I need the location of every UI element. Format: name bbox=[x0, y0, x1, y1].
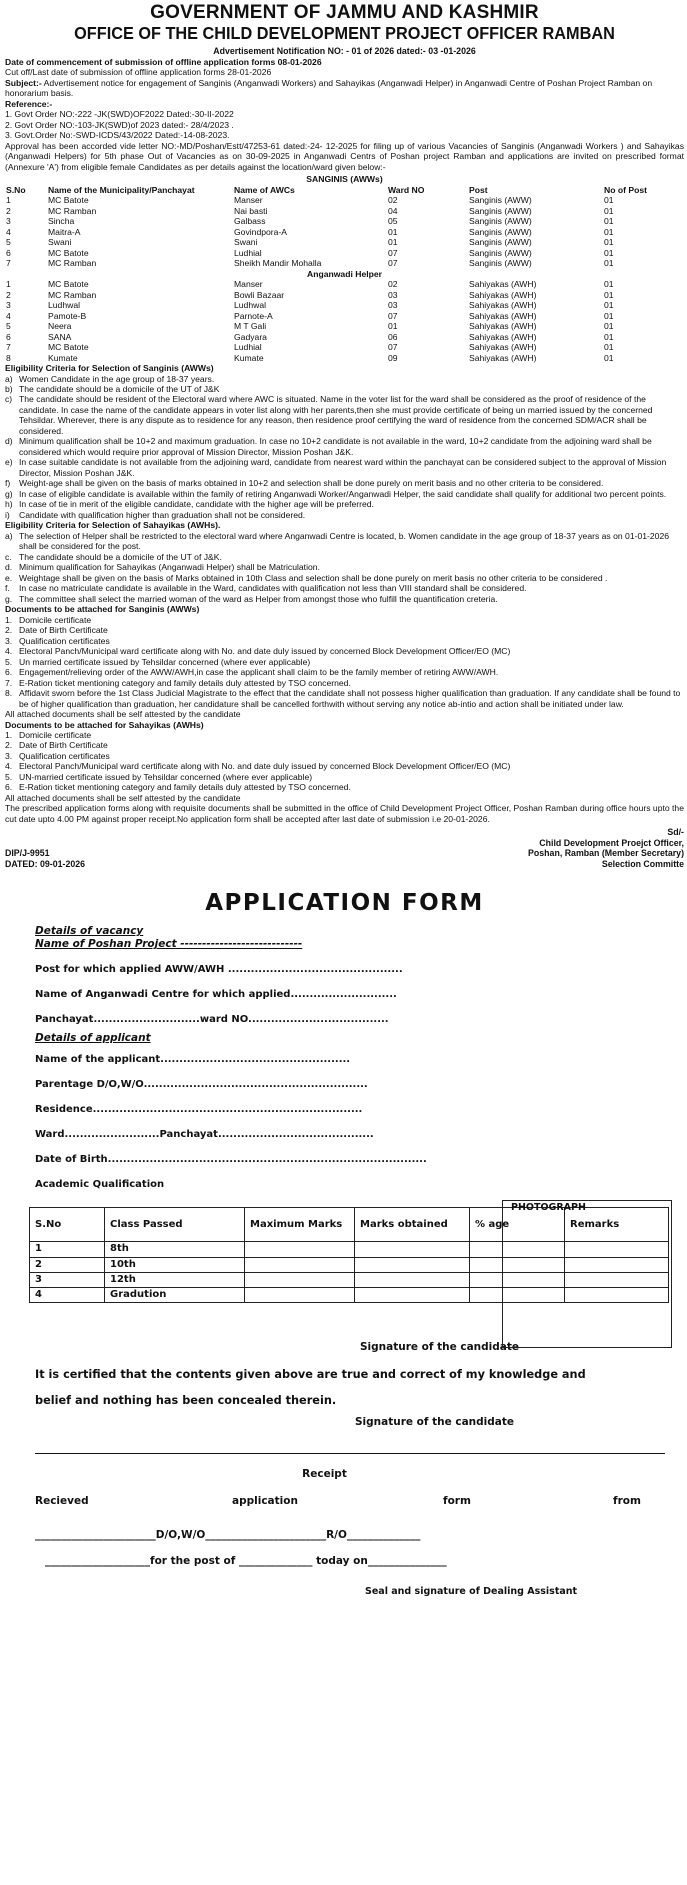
subject bbox=[5, 78, 684, 99]
cell-awc: Sheikh Mandir Mohalla bbox=[234, 258, 322, 269]
list-item bbox=[5, 374, 684, 384]
list-item-marker: 3. bbox=[5, 750, 13, 761]
cell-awc: Manser bbox=[234, 279, 263, 290]
aww-table-row bbox=[5, 237, 684, 248]
header-sno: S.No bbox=[6, 184, 26, 195]
list-item-text: The committee shall select the married woman of the ward as Helper from amongst those who fulfill the quantification creteria. bbox=[19, 593, 498, 604]
cell-municipality: Kumate bbox=[48, 352, 78, 363]
acad-max-marks[interactable] bbox=[245, 1272, 355, 1287]
cell-count: 01 bbox=[604, 216, 614, 227]
reference-2: 2. Govt Order NO:-103-JK(SWD)of 2023 dated:- 28/4/2023 . bbox=[5, 119, 234, 130]
cell-post: Sanginis (AWW) bbox=[469, 205, 532, 216]
cell-sno: 5 bbox=[6, 237, 11, 248]
cell-sno: 5 bbox=[6, 321, 11, 332]
list-item bbox=[5, 562, 684, 572]
list-item-text: In case of tie in merit of the eligible candidate, candidate with the higher age will be preferred. bbox=[19, 499, 374, 510]
cell-municipality: Sincha bbox=[48, 216, 75, 227]
signature-block bbox=[5, 838, 684, 870]
list-item bbox=[5, 688, 684, 709]
list-item bbox=[5, 657, 684, 667]
cell-municipality: Swani bbox=[48, 237, 72, 248]
list-item bbox=[5, 384, 684, 394]
cell-ward: 07 bbox=[388, 247, 398, 258]
acad-sno: 3 bbox=[30, 1272, 105, 1287]
signature-sd: Sd/- bbox=[667, 827, 684, 838]
cell-awc: Swani bbox=[234, 237, 258, 248]
header-post: Post bbox=[469, 184, 488, 195]
list-item-marker: f. bbox=[5, 583, 10, 594]
list-item-text: The candidate should be resident of the Electoral ward where AWC is situated. Name in the voter list for the ward shall be considered as the proof of residence of the candidate. In case the name of the candidate appears in voter list along with her parents,then she must provide certificate of being un married issued by the concerned Tehsildar. Wherever, there is any dispute as to residence for any reason, then residence proof certifying the ward of residence from the concerned SDM/ACR shall be considered. bbox=[19, 394, 653, 436]
list-item bbox=[5, 489, 684, 499]
certification-line-1: It is certified that the contents given above are true and correct of my knowledge and bbox=[35, 1367, 586, 1381]
cell-count: 01 bbox=[604, 352, 614, 363]
cell-count: 01 bbox=[604, 258, 614, 269]
advertisement-number: Advertisement Notification NO: - 01 of 2026 dated:- 03 -01-2026 bbox=[213, 46, 476, 56]
list-item bbox=[5, 740, 684, 750]
reference-1: 1. Govt Order NO:-222 -JK(SWD)OF2022 Dated:-30-II-2022 bbox=[5, 109, 234, 120]
list-item-marker: e. bbox=[5, 572, 13, 583]
aww-table-row bbox=[5, 216, 684, 227]
list-item-marker: i) bbox=[5, 509, 10, 520]
receipt-application: application bbox=[232, 1494, 298, 1507]
aww-documents-footer: All attached documents shall be self attested by the candidate bbox=[5, 709, 241, 720]
list-item-text: Qualification certificates bbox=[19, 635, 110, 646]
list-item bbox=[5, 761, 684, 771]
list-item-marker: 7. bbox=[5, 677, 13, 688]
cell-ward: 01 bbox=[388, 321, 398, 332]
awh-documents-title: Documents to be attached for Sahayikas (AWHs) bbox=[5, 719, 204, 730]
signatory-title: Child Development Proejct Officer, bbox=[539, 837, 684, 848]
list-item-text: In case suitable candidate is not available from the adjoining ward, candidate from nearest ward within the panchayat can be considered subject to the approval of Mission Director, Mission Poshan J&K. bbox=[19, 457, 667, 478]
cell-municipality: Ludhwal bbox=[48, 300, 81, 311]
cell-post: Sahiyakas (AWH) bbox=[469, 279, 537, 290]
header-municipality: Name of the Municipality/Panchayat bbox=[48, 184, 195, 195]
list-item-marker: d) bbox=[5, 436, 13, 447]
academic-qualification-label: Academic Qualification bbox=[35, 1179, 165, 1191]
list-item-marker: 2. bbox=[5, 740, 13, 751]
subject-text: Advertisement notice for engagement of Sanginis (Anganwadi Workers) and Sahayikas (Anganwadi Helper) in Anganwadi Centre of Poshan Project Ramban on honorarium basis. bbox=[5, 77, 653, 99]
list-item-text: Date of Birth Certificate bbox=[19, 740, 108, 751]
candidate-signature-2: Signature of the candidate bbox=[354, 1415, 515, 1428]
cell-awc: Kumate bbox=[234, 352, 264, 363]
cell-awc: Bowli Bazaar bbox=[234, 289, 285, 300]
header-ward: Ward NO bbox=[388, 184, 425, 195]
cell-sno: 6 bbox=[6, 331, 11, 342]
dealing-assistant-signature: Seal and signature of Dealing Assistant bbox=[365, 1586, 578, 1598]
cell-sno: 3 bbox=[6, 300, 11, 311]
list-item-text: Women Candidate in the age group of 18-37 years. bbox=[19, 373, 215, 384]
residence-field[interactable]: Residence....................................................................... bbox=[35, 1104, 363, 1116]
awh-table-row bbox=[5, 300, 684, 311]
list-item-text: Minimum qualification shall be 10+2 and maximum graduation. In case no 10+2 candidate is not available in the ward, 10+2 candidate from the adjoining ward shall be considered which would require prior approval of Mission Director, Mission Poshan J&K. bbox=[19, 436, 652, 457]
awh-table-row bbox=[5, 290, 684, 301]
dip-date: DATED: 09-01-2026 bbox=[5, 858, 86, 869]
anganwadi-centre-field[interactable]: Name of Anganwadi Centre for which applied............................ bbox=[35, 989, 397, 1001]
list-item-text: The candidate should be a domicile of the UT of J&K bbox=[19, 384, 220, 394]
list-item bbox=[5, 583, 684, 593]
list-item-marker: h) bbox=[5, 499, 13, 510]
cell-sno: 7 bbox=[6, 342, 11, 353]
header-no-of-post: No of Post bbox=[604, 184, 647, 195]
list-item-marker: g. bbox=[5, 593, 13, 604]
cell-post: Sahiyakas (AWH) bbox=[469, 300, 537, 311]
acad-class: 12th bbox=[105, 1272, 245, 1287]
aww-table-row bbox=[5, 206, 684, 217]
list-item-marker: c. bbox=[5, 551, 12, 562]
list-item bbox=[5, 499, 684, 509]
awh-table-row bbox=[5, 353, 684, 364]
list-item-text: Electoral Panch/Municipal ward certificate along with No. and date duly issued by concerned Block Development Officer/EO (MC) bbox=[19, 761, 511, 772]
reference-label: Reference:- bbox=[5, 98, 53, 109]
awh-table-row bbox=[5, 311, 684, 322]
poshan-project-field[interactable]: Name of Poshan Project ---------------------------- bbox=[35, 938, 303, 951]
list-item-text: In case no matriculate candidate is available in the Ward, candidates with qualification not less than VIII standard shall be considered. bbox=[19, 583, 527, 594]
aww-table-row bbox=[5, 258, 684, 269]
details-of-applicant-label: Details of applicant bbox=[35, 1032, 151, 1045]
cell-sno: 1 bbox=[6, 279, 11, 290]
list-item-marker: 5. bbox=[5, 656, 13, 667]
cell-post: Sahiyakas (AWH) bbox=[469, 331, 537, 342]
awh-eligibility-list bbox=[5, 531, 684, 604]
list-item-text: Minimum qualification for Sahayikas (Anganwadi Helper) shall be Matriculation. bbox=[19, 562, 320, 573]
cell-count: 01 bbox=[604, 342, 614, 353]
list-item bbox=[5, 394, 684, 436]
cell-awc: Govindpora-A bbox=[234, 226, 288, 237]
list-item bbox=[5, 625, 684, 635]
list-item-marker: 3. bbox=[5, 635, 13, 646]
cell-sno: 8 bbox=[6, 352, 11, 363]
cell-count: 01 bbox=[604, 226, 614, 237]
list-item bbox=[5, 436, 684, 457]
details-of-vacancy-label: Details of vacancy bbox=[35, 925, 144, 938]
cell-ward: 07 bbox=[388, 258, 398, 269]
cell-post: Sanginis (AWW) bbox=[469, 226, 532, 237]
acad-header-class: Class Passed bbox=[105, 1208, 245, 1242]
approval-text: Approval has been accorded vide letter NO:-MD/Poshan/Estt/47253-61 dated:-24- 12-2025 for filing up of various Vacancies of Sanginis (Anganwadi Workers ) and Sahayikas (Anganwadi Helpers) for 5th phase Out of Vacancies as on 30-09-2025 in Anganwadi Centrs of Poshan project Ramban and applications are invited on prescribed format (Annexure 'A') from eligible female Candidates as per details against the location/ward given below:- bbox=[5, 140, 684, 172]
cell-ward: 07 bbox=[388, 342, 398, 353]
cell-count: 01 bbox=[604, 279, 614, 290]
cell-municipality: SANA bbox=[48, 331, 72, 342]
cell-sno: 2 bbox=[6, 289, 11, 300]
cell-municipality: Neera bbox=[48, 321, 72, 332]
cell-count: 01 bbox=[604, 247, 614, 258]
awh-table-row bbox=[5, 332, 684, 343]
acad-header-sno: S.No bbox=[30, 1208, 105, 1242]
list-item bbox=[5, 751, 684, 761]
cell-municipality: MC Batote bbox=[48, 195, 89, 206]
cell-sno: 1 bbox=[6, 195, 11, 206]
acad-marks-obtained[interactable] bbox=[355, 1257, 470, 1272]
cell-post: Sanginis (AWW) bbox=[469, 247, 532, 258]
ward-panchayat-field[interactable]: Ward.........................Panchayat......................................... bbox=[35, 1129, 374, 1141]
cell-municipality: MC Ramban bbox=[48, 258, 97, 269]
cell-count: 01 bbox=[604, 321, 614, 332]
list-item-marker: e) bbox=[5, 457, 13, 468]
list-item-text: UN-married certificate issued by Tehsildar concerned (where ever applicable) bbox=[19, 771, 313, 782]
aww-eligibility-list bbox=[5, 374, 684, 521]
date-of-birth-field[interactable]: Date of Birth.................................................................................... bbox=[35, 1154, 427, 1166]
cell-municipality: Maitra-A bbox=[48, 226, 81, 237]
list-item bbox=[5, 552, 684, 562]
acad-class: 10th bbox=[105, 1257, 245, 1272]
cell-awc: M T Gali bbox=[234, 321, 267, 332]
acad-max-marks[interactable] bbox=[245, 1287, 355, 1302]
cell-ward: 02 bbox=[388, 195, 398, 206]
cell-awc: Ludhial bbox=[234, 247, 262, 258]
list-item-marker: b) bbox=[5, 384, 13, 394]
cell-ward: 02 bbox=[388, 279, 398, 290]
acad-marks-obtained[interactable] bbox=[355, 1272, 470, 1287]
acad-class: 8th bbox=[105, 1242, 245, 1257]
list-item-text: Un married certificate issued by Tehsildar concerned (where ever applicable) bbox=[19, 656, 311, 667]
cell-awc: Nai basti bbox=[234, 205, 268, 216]
cell-sno: 4 bbox=[6, 310, 11, 321]
list-item bbox=[5, 678, 684, 688]
list-item-marker: 1. bbox=[5, 614, 13, 625]
table-header-row bbox=[5, 185, 684, 196]
receipt-title: Receipt bbox=[302, 1467, 347, 1480]
acad-sno: 1 bbox=[30, 1242, 105, 1257]
cell-awc: Ludhial bbox=[234, 342, 262, 353]
photograph-box[interactable] bbox=[502, 1200, 672, 1348]
list-item bbox=[5, 457, 684, 478]
acad-header-remarks: Remarks bbox=[565, 1208, 669, 1242]
cell-sno: 7 bbox=[6, 258, 11, 269]
awh-eligibility-title: Eligibility Criteria for Selection of Sahayikas (AWHs). bbox=[5, 520, 221, 531]
acad-max-marks[interactable] bbox=[245, 1257, 355, 1272]
aww-table-row bbox=[5, 195, 684, 206]
vacancy-table bbox=[5, 185, 684, 364]
acad-header-percent: % age bbox=[470, 1208, 565, 1242]
cell-post: Sahiyakas (AWH) bbox=[469, 321, 537, 332]
awh-documents-footer: All attached documents shall be self attested by the candidate bbox=[5, 792, 241, 803]
cell-ward: 03 bbox=[388, 300, 398, 311]
cell-ward: 01 bbox=[388, 226, 398, 237]
list-item bbox=[5, 772, 684, 782]
photograph-label: PHOTOGRAPH bbox=[511, 1202, 586, 1213]
cell-count: 01 bbox=[604, 195, 614, 206]
reference-3: 3. Govt.Order No:-SWD-ICDS/43/2022 Dated:-14-08-2023. bbox=[5, 130, 230, 141]
list-item-marker: g) bbox=[5, 488, 13, 499]
cell-count: 01 bbox=[604, 300, 614, 311]
cell-municipality: MC Batote bbox=[48, 247, 89, 258]
cell-ward: 06 bbox=[388, 331, 398, 342]
list-item bbox=[5, 730, 684, 740]
list-item-marker: f) bbox=[5, 478, 11, 489]
cell-count: 01 bbox=[604, 289, 614, 300]
receipt-line-1 bbox=[35, 1495, 684, 1509]
cell-count: 01 bbox=[604, 205, 614, 216]
list-item-text: Qualification certificates bbox=[19, 750, 110, 761]
list-item bbox=[5, 615, 684, 625]
cell-ward: 04 bbox=[388, 205, 398, 216]
receipt-form: form bbox=[443, 1494, 471, 1507]
cell-awc: Parnote-A bbox=[234, 310, 273, 321]
acad-marks-obtained[interactable] bbox=[355, 1287, 470, 1302]
candidate-signature-1: Signature of the candidate bbox=[359, 1341, 520, 1354]
cell-post: Sanginis (AWW) bbox=[469, 258, 532, 269]
cell-ward: 01 bbox=[388, 237, 398, 248]
acad-header-max: Maximum Marks bbox=[245, 1208, 355, 1242]
signatory-office: Poshan, Ramban (Member Secretary) bbox=[528, 848, 684, 859]
list-item-marker: 6. bbox=[5, 667, 13, 678]
cell-sno: 4 bbox=[6, 226, 11, 237]
cell-awc: Ludhwal bbox=[234, 300, 267, 311]
list-item-text: Domicile certificate bbox=[19, 729, 92, 740]
cell-count: 01 bbox=[604, 310, 614, 321]
cell-ward: 07 bbox=[388, 310, 398, 321]
list-item-marker: 8. bbox=[5, 688, 13, 699]
list-item-marker: 6. bbox=[5, 782, 13, 793]
list-item-marker: c) bbox=[5, 394, 13, 405]
list-item-text: E-Ration ticket mentioning category and family details duly attested by TSO concerned. bbox=[19, 782, 351, 793]
cell-sno: 2 bbox=[6, 205, 11, 216]
cell-post: Sahiyakas (AWH) bbox=[469, 310, 537, 321]
list-item bbox=[5, 594, 684, 604]
commencement-date: Date of commencement of submission of offline application forms 08-01-2026 bbox=[5, 56, 322, 67]
list-item bbox=[5, 573, 684, 583]
aww-section-title: SANGINIS (AWWs) bbox=[306, 174, 383, 185]
awh-table-row bbox=[5, 321, 684, 332]
signatory-committee: Selection Committe bbox=[601, 858, 684, 869]
awh-table-row bbox=[5, 279, 684, 290]
form-title: APPLICATION FORM bbox=[205, 890, 484, 917]
cell-post: Sahiyakas (AWH) bbox=[469, 289, 537, 300]
receipt-from: from bbox=[613, 1494, 641, 1507]
receipt-line-3[interactable]: ____________________for the post of ______________ today on_______________ bbox=[45, 1555, 447, 1568]
cell-municipality: MC Batote bbox=[48, 342, 89, 353]
cell-awc: Manser bbox=[234, 195, 263, 206]
parentage-field[interactable]: Parentage D/O,W/O........................................................... bbox=[35, 1079, 368, 1091]
list-item-marker: a) bbox=[5, 530, 13, 541]
list-item-marker: 4. bbox=[5, 646, 13, 657]
list-item-text: Engagement/relieving order of the AWW/AWH,in case the applicant shall claim to be the family member of retiring AWW/AWH. bbox=[19, 667, 499, 678]
cell-municipality: Pamote-B bbox=[48, 310, 87, 321]
cell-count: 01 bbox=[604, 237, 614, 248]
awh-documents-list bbox=[5, 730, 684, 793]
cell-ward: 03 bbox=[388, 289, 398, 300]
receipt-recieved: Recieved bbox=[35, 1494, 89, 1507]
list-item-text: Weight-age shall be given on the basis of marks obtained in 10+2 and selection shall be done purely on merit basis and no other criteria to be considered. bbox=[19, 478, 604, 489]
list-item-text: Candidate with qualification higher than graduation shall not be considered. bbox=[19, 509, 306, 520]
receipt-line-2[interactable]: _______________________D/O,W/O_______________________R/O______________ bbox=[35, 1528, 421, 1541]
aww-documents-title: Documents to be attached for Sanginis (AWWs) bbox=[5, 604, 200, 615]
applicant-name-field[interactable]: Name of the applicant.................................................. bbox=[35, 1054, 351, 1066]
acad-sno: 2 bbox=[30, 1257, 105, 1272]
list-item bbox=[5, 667, 684, 677]
subject-label: Subject:- bbox=[5, 77, 42, 88]
list-item-text: Electoral Panch/Municipal ward certificate along with No. and date duly issued by concerned Block Development Officer/EO (MC) bbox=[19, 646, 511, 657]
cell-post: Sanginis (AWW) bbox=[469, 216, 532, 227]
list-item-marker: a) bbox=[5, 373, 13, 384]
awh-table-row bbox=[5, 342, 684, 353]
list-item-marker: 2. bbox=[5, 625, 13, 636]
header-awc: Name of AWCs bbox=[234, 184, 295, 195]
cell-awc: Gadyara bbox=[234, 331, 267, 342]
cell-count: 01 bbox=[604, 331, 614, 342]
aww-eligibility-title: Eligibility Criteria for Selection of Sanginis (AWWs) bbox=[5, 363, 214, 374]
govt-heading: GOVERNMENT OF JAMMU AND KASHMIR bbox=[150, 2, 539, 23]
certification-line-2: belief and nothing has been concealed therein. bbox=[35, 1393, 337, 1407]
cell-municipality: MC Ramban bbox=[48, 289, 97, 300]
aww-table-row bbox=[5, 227, 684, 238]
dip-number: DIP/J-9951 bbox=[5, 848, 50, 859]
list-item bbox=[5, 646, 684, 656]
list-item-marker: 5. bbox=[5, 771, 13, 782]
cell-post: Sahiyakas (AWH) bbox=[469, 352, 537, 363]
cell-awc: Galbass bbox=[234, 216, 266, 227]
panchayat-ward-field[interactable]: Panchayat............................ward NO..................................... bbox=[35, 1014, 389, 1026]
list-item-marker: 4. bbox=[5, 761, 13, 772]
cell-post: Sanginis (AWW) bbox=[469, 195, 532, 206]
list-item-text: Weightage shall be given on the basis of Marks obtained in 10th Class and selection shall be done purely on merit basis no other criteria to be considered . bbox=[19, 572, 608, 583]
cell-post: Sanginis (AWW) bbox=[469, 237, 532, 248]
cell-post: Sahiyakas (AWH) bbox=[469, 342, 537, 353]
list-item bbox=[5, 782, 684, 792]
aww-table-row bbox=[5, 248, 684, 259]
acad-marks-obtained[interactable] bbox=[355, 1242, 470, 1257]
cell-ward: 09 bbox=[388, 352, 398, 363]
cutoff-date: Cut off/Last date of submission of offline application forms 28-01-2026 bbox=[5, 67, 272, 78]
list-item-text: Domicile certificate bbox=[19, 614, 92, 625]
office-heading: OFFICE OF THE CHILD DEVELOPMENT PROJECT OFFICER RAMBAN bbox=[74, 23, 615, 43]
list-item-text: Date of Birth Certificate bbox=[19, 625, 108, 636]
list-item-text: Affidavit sworn before the 1st Class Judicial Magistrate to the effect that the candidate shall not possess higher qualification than graduation. If any candidate shall be found to be of higher qualification than graduation, her candidature shall be cancelled forthwith without serving any notice ab-intio and action shall be initiated under law. bbox=[19, 688, 681, 709]
cell-municipality: MC Batote bbox=[48, 279, 89, 290]
acad-class: Gradution bbox=[105, 1287, 245, 1302]
acad-sno: 4 bbox=[30, 1287, 105, 1302]
cell-municipality: MC Ramban bbox=[48, 205, 97, 216]
divider bbox=[35, 1453, 665, 1454]
aww-documents-list bbox=[5, 615, 684, 709]
list-item-text: The selection of Helper shall be restricted to the electoral ward where Anganwadi Centre is located, b. Women candidate in the age group of 18-37 years as on 01-01-2026 shall be considered for the post. bbox=[19, 530, 670, 552]
cell-sno: 6 bbox=[6, 247, 11, 258]
list-item-text: The candidate should be a domicile of the UT of J&K. bbox=[19, 551, 222, 562]
acad-header-obtained: Marks obtained bbox=[355, 1208, 470, 1242]
list-item bbox=[5, 636, 684, 646]
post-applied-field[interactable]: Post for which applied AWW/AWH .............................................. bbox=[35, 964, 403, 976]
cell-ward: 05 bbox=[388, 216, 398, 227]
list-item bbox=[5, 478, 684, 488]
list-item-marker: 1. bbox=[5, 729, 13, 740]
list-item bbox=[5, 510, 684, 520]
acad-max-marks[interactable] bbox=[245, 1242, 355, 1257]
list-item-text: E-Ration ticket mentioning category and family details duly attested by TSO concerned. bbox=[19, 677, 351, 688]
list-item bbox=[5, 531, 684, 552]
awh-section-title: Anganwadi Helper bbox=[307, 268, 382, 279]
cell-sno: 3 bbox=[6, 216, 11, 227]
list-item-text: In case of eligible candidate is available within the family of retiring Anganwadi Worker/Anganwadi Helper, the said candidate shall qualify for additional two percent points. bbox=[19, 488, 667, 499]
closing-text: The prescribed application forms along with requisite documents shall be submitted in the office of Child Development Project Officer, Poshan Ramban during office hours upto the cut date upto 4.00 PM against proper receipt.No application form shall be accepted after last date of submission i.e 20-01-2026. bbox=[5, 803, 684, 824]
list-item-marker: d. bbox=[5, 562, 13, 573]
